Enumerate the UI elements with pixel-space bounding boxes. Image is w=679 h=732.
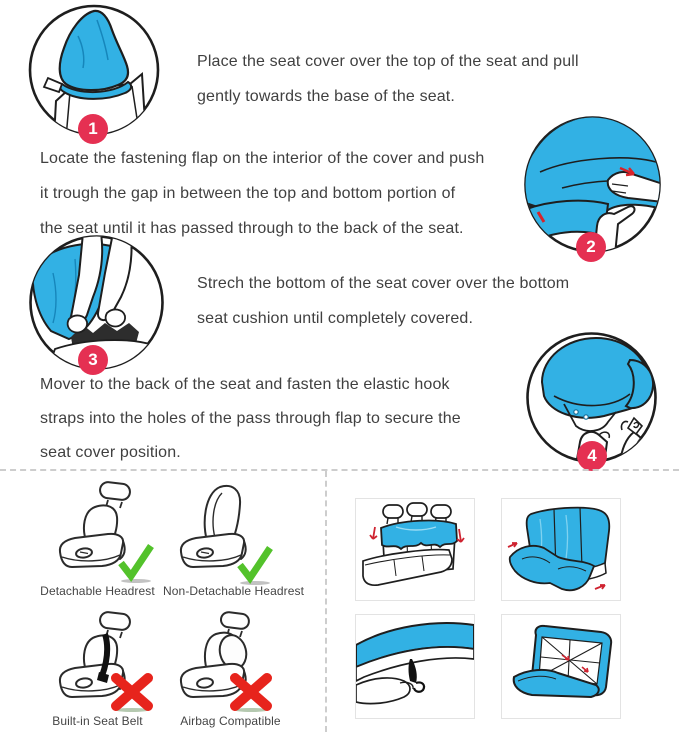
step-text-line: Locate the fastening flap on the interior of the cover and push xyxy=(40,150,485,167)
step-2-text xyxy=(40,141,484,246)
step-4-text xyxy=(40,368,461,470)
check-icon xyxy=(116,542,156,584)
step-text-line: gently towards the base of the seat. xyxy=(197,88,456,105)
cross-icon xyxy=(227,668,273,714)
step-number: 4 xyxy=(587,446,597,465)
compat-item-detachable-headrest xyxy=(30,478,165,606)
step-text-line: the seat until it has passed through to the back of the seat. xyxy=(40,220,464,237)
step-number: 2 xyxy=(586,237,596,256)
bench-panel-4 xyxy=(501,614,621,719)
compat-label: Detachable Headrest xyxy=(40,584,155,598)
step-1-badge xyxy=(78,114,108,144)
bench-panel-1 xyxy=(355,498,475,601)
bench-hook-underside-icon xyxy=(356,615,474,718)
step-number: 1 xyxy=(88,119,98,138)
compat-label: Airbag Compatible xyxy=(180,714,281,728)
compat-item-airbag-compatible xyxy=(163,608,298,732)
bench-cover-stretched-icon xyxy=(502,499,620,600)
compat-label: Built-in Seat Belt xyxy=(52,714,143,728)
horizontal-dashed-divider xyxy=(0,469,679,471)
check-icon xyxy=(235,544,275,586)
bench-panel-2 xyxy=(501,498,621,601)
bench-panel-3 xyxy=(355,614,475,719)
vertical-dashed-divider xyxy=(325,471,327,732)
step-3-text xyxy=(197,266,569,336)
compat-label: Non-Detachable Headrest xyxy=(163,584,305,598)
step-text-line: Strech the bottom of the seat cover over the bottom xyxy=(197,275,570,292)
step-text-line: straps into the holes of the pass through flap to secure the xyxy=(40,410,461,427)
cross-icon xyxy=(108,668,154,714)
step-text-line: it trough the gap in between the top and bottom portion of xyxy=(40,185,456,202)
step-text-line: Mover to the back of the seat and fasten the elastic hook xyxy=(40,376,450,393)
step-text-line: Place the seat cover over the top of the seat and pull xyxy=(197,53,579,70)
compat-item-non-detachable-headrest xyxy=(163,478,305,606)
step-4-badge xyxy=(577,441,607,471)
step-2-badge xyxy=(576,232,606,262)
step-text-line: seat cover position. xyxy=(40,444,181,461)
step-number: 3 xyxy=(88,350,98,369)
step-1-text xyxy=(197,44,579,114)
step-text-line: seat cushion until completely covered. xyxy=(197,310,474,327)
bench-cover-over-backrest-icon xyxy=(356,499,474,600)
compat-item-built-in-seat-belt xyxy=(30,608,165,732)
bench-back-straps-icon xyxy=(502,615,620,718)
